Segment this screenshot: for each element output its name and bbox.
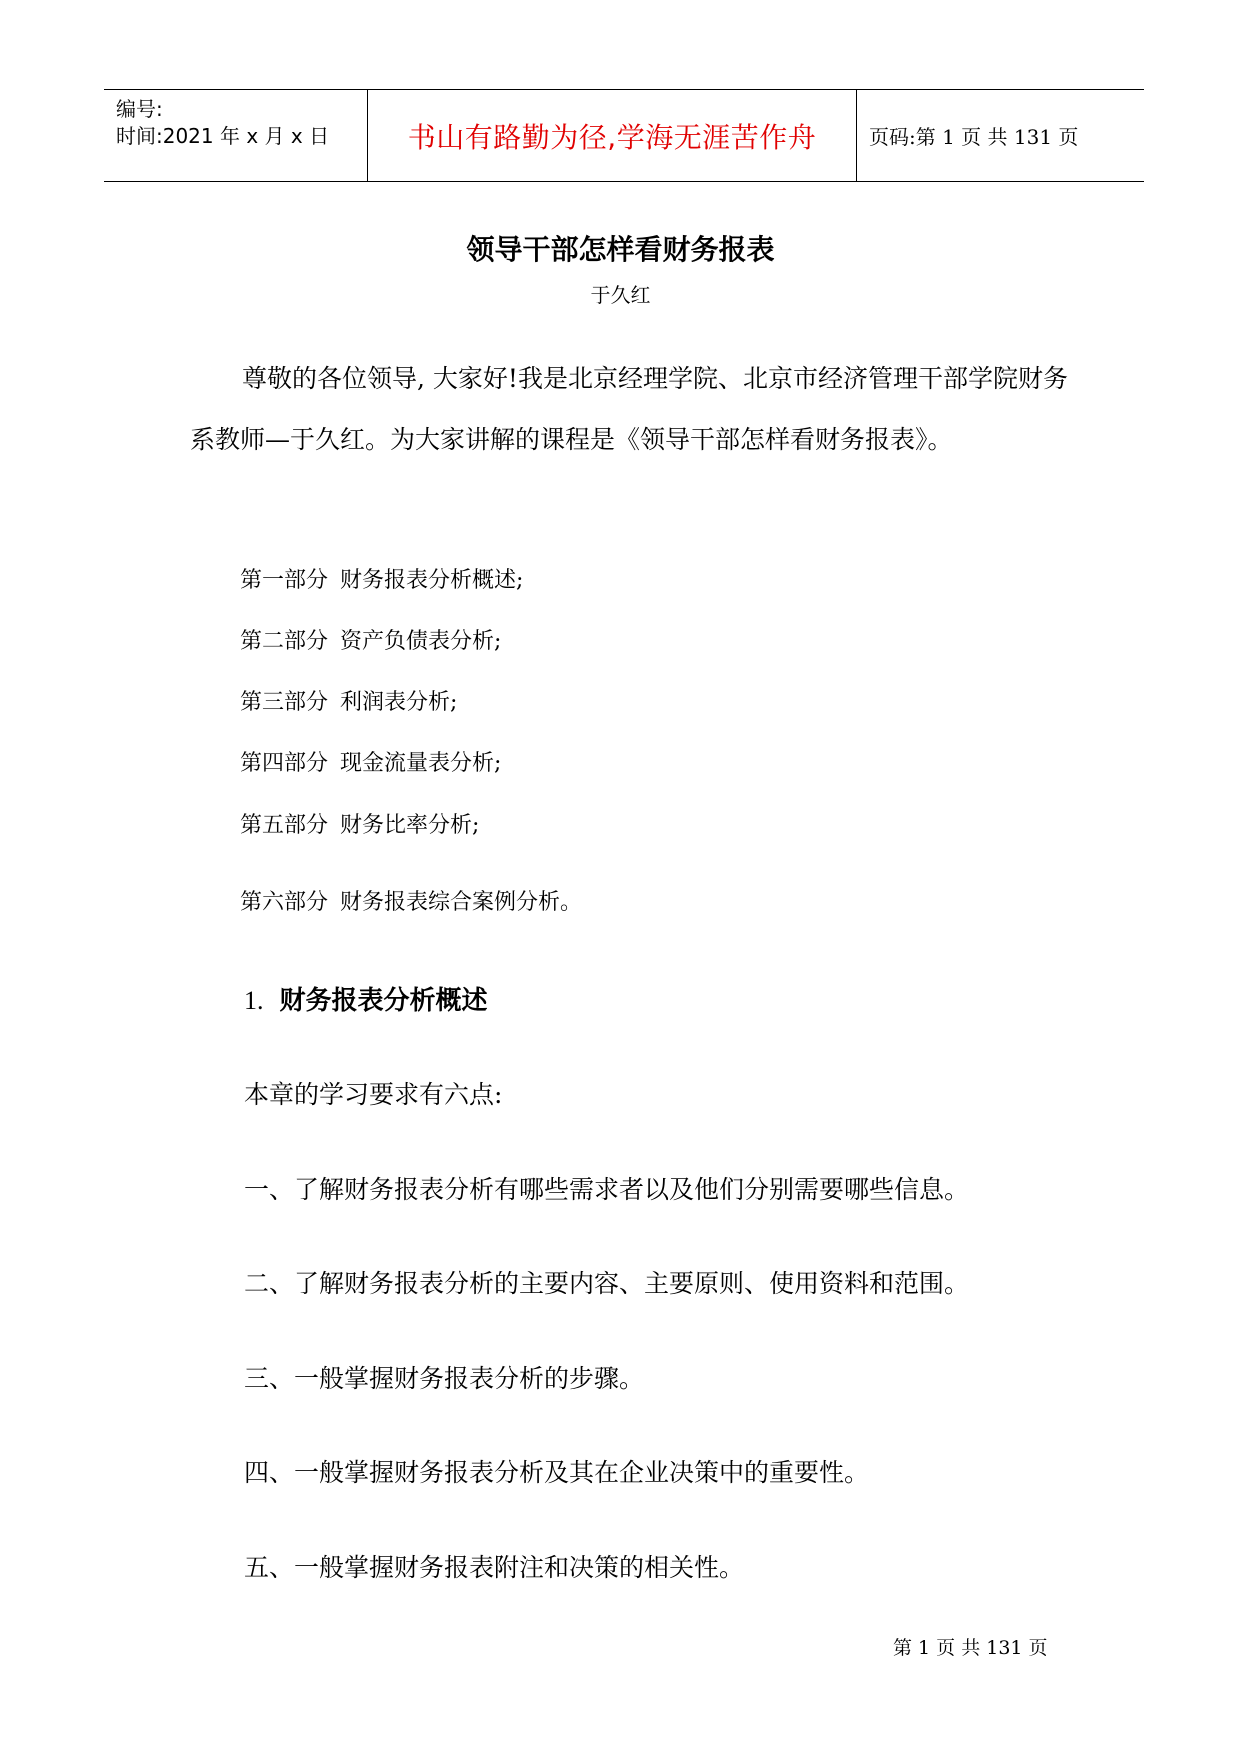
part-label: 第四部分 <box>240 751 329 776</box>
section-title: 财务报表分析概述 <box>279 986 488 1016</box>
part-text: 财务比率分析; <box>340 813 480 838</box>
number-label: 编号: <box>116 97 163 121</box>
requirement-item: 四、一般掌握财务报表分析及其在企业决策中的重要性。 <box>244 1458 870 1487</box>
header-page-cell <box>857 90 1144 181</box>
requirement-item: 三、一般掌握财务报表分析的步骤。 <box>244 1364 645 1393</box>
header-motto-cell <box>368 90 857 181</box>
part-item <box>240 563 523 594</box>
part-text: 利润表分析; <box>340 690 458 715</box>
section-heading <box>244 980 488 1017</box>
requirement-item: 一、了解财务报表分析有哪些需求者以及他们分别需要哪些信息。 <box>244 1175 970 1204</box>
page-footer: 第 1 页 共 131 页 <box>893 1637 1048 1659</box>
requirement-item: 二、了解财务报表分析的主要内容、主要原则、使用资料和范围。 <box>244 1269 970 1298</box>
document-author: 于久红 <box>590 283 651 307</box>
header-table <box>104 89 1144 182</box>
part-item <box>240 746 501 777</box>
requirement-item: 五、一般掌握财务报表附注和决策的相关性。 <box>244 1553 745 1582</box>
part-label: 第一部分 <box>240 568 329 593</box>
part-text: 财务报表综合案例分析。 <box>340 890 583 915</box>
intro-text: 尊敬的各位领导, 大家好!我是北京经理学院、北京市经济管理干部学院财务系教师—于久红。为大家讲解的课程是《领导干部怎样看财务报表》。 <box>190 364 1068 454</box>
part-item <box>240 685 457 716</box>
intro-paragraph <box>190 348 1070 470</box>
section-number: 1. <box>244 986 264 1015</box>
part-text: 财务报表分析概述; <box>340 568 524 593</box>
part-text: 资产负债表分析; <box>340 629 502 654</box>
header-left-cell <box>104 90 368 181</box>
part-label: 第三部分 <box>240 690 329 715</box>
part-label: 第五部分 <box>240 813 329 838</box>
requirements-intro: 本章的学习要求有六点: <box>244 1080 503 1109</box>
page-info: 页码:第 1 页 共 131 页 <box>869 125 1079 149</box>
document-title: 领导干部怎样看财务报表 <box>466 233 775 266</box>
part-label: 第二部分 <box>240 629 329 654</box>
part-item <box>240 808 479 839</box>
date-line: 时间:2021 年 x 月 x 日 <box>116 124 330 148</box>
part-text: 现金流量表分析; <box>340 751 502 776</box>
motto: 书山有路勤为径,学海无涯苦作舟 <box>407 120 817 154</box>
part-label: 第六部分 <box>240 890 329 915</box>
part-item <box>240 624 501 655</box>
part-item <box>240 885 582 916</box>
